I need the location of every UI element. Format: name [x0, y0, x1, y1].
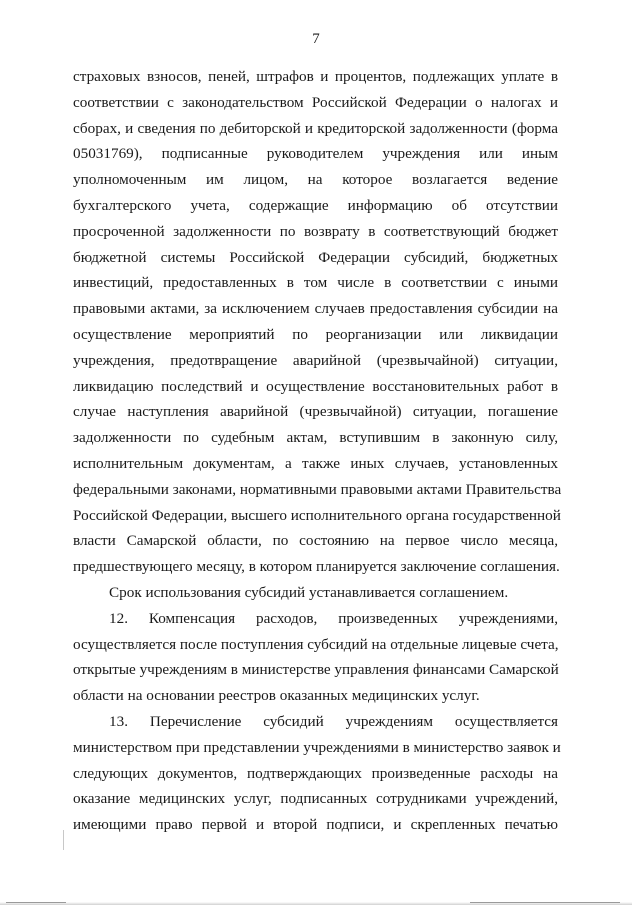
text-line: правовыми актами, за исключением случаев предоставления субсидии на [73, 300, 558, 318]
scan-artifact-line [6, 902, 66, 903]
text-line: 05031769), подписанные руководителем учреждения или иным [73, 145, 558, 163]
text-line-paragraph-end: предшествующего месяцу, в котором планируется заключение соглашения. [73, 558, 560, 576]
text-line: бюджетной системы Российской Федерации субсидий, бюджетных [73, 248, 558, 266]
text-line: инвестиций, предоставленных в том числе в соответствии с иными [73, 274, 558, 292]
page-number: 7 [312, 31, 320, 47]
text-line-paragraph-start: 12. Компенсация расходов, произведенных учреждениями, [109, 609, 558, 627]
scan-artifact-line [470, 902, 620, 903]
text-line: осуществляется после поступления субсидий на отдельные лицевые счета, [73, 635, 559, 653]
text-line-paragraph-start: 13. Перечисление субсидий учреждениям осуществляется [109, 712, 558, 730]
text-line: осуществление мероприятий по реорганизации или ликвидации [73, 325, 558, 343]
text-line: просроченной задолженности по возврату в соответствующий бюджет [73, 222, 558, 240]
text-line: власти Самарской области, по состоянию на первое число месяца, [73, 532, 558, 550]
text-line: открытые учреждениям в министерстве управления финансами Самарской [73, 661, 559, 679]
text-line: ликвидацию последствий и осуществление восстановительных работ в [73, 377, 558, 395]
text-line: оказание медицинских услуг, подписанных сотрудниками учреждений, [73, 790, 558, 808]
text-line: министерством при представлении учреждениями в министерство заявок и [73, 738, 561, 756]
text-line: бухгалтерского учета, содержащие информацию об отсутствии [73, 196, 558, 214]
text-line: федеральными законами, нормативными правовыми актами Правительства [73, 480, 562, 498]
text-line-paragraph-end: области на основании реестров оказанных медицинских услуг. [73, 687, 480, 705]
text-line: задолженности по судебным актам, вступившим в законную силу, [73, 429, 558, 447]
text-line: имеющими право первой и второй подписи, и скрепленных печатью [73, 816, 558, 834]
text-line: исполнительным документам, а также иных случаев, установленных [73, 454, 558, 472]
text-line: учреждения, предотвращение аварийной (чрезвычайной) ситуации, [73, 351, 558, 369]
text-line: следующих документов, подтверждающих произведенные расходы на [73, 764, 558, 782]
text-line: страховых взносов, пеней, штрафов и процентов, подлежащих уплате в [73, 68, 558, 85]
body-text [73, 64, 562, 838]
text-line: Российской Федерации, высшего исполнительного органа государственной [73, 506, 561, 524]
text-line: случае наступления аварийной (чрезвычайной) ситуации, погашение [73, 403, 558, 421]
text-line: соответствии с законодательством Российской Федерации о налогах и [73, 93, 558, 111]
text-line: уполномоченным им лицом, на которое возлагается ведение [73, 171, 558, 189]
scan-margin-mark [63, 830, 64, 850]
text-line-paragraph-start: Срок использования субсидий устанавливается соглашением. [109, 583, 509, 601]
text-line: сборах, и сведения по дебиторской и кредиторской задолженности (форма [73, 119, 558, 137]
